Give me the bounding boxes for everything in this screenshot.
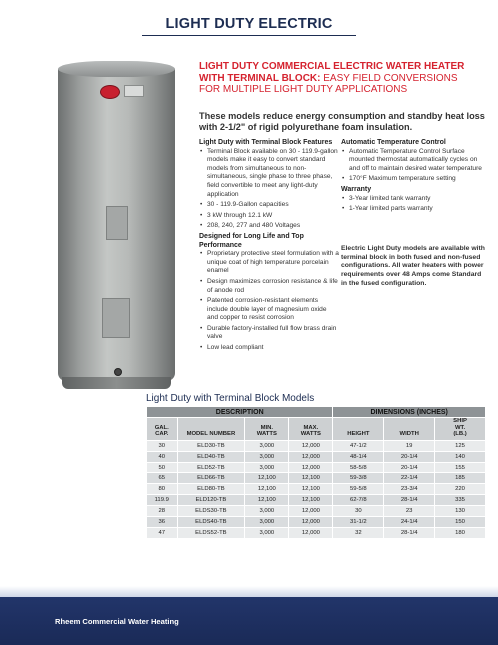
table-cell: 24-1/4 [384,517,435,528]
gal-cap-header [147,418,178,441]
height-header [333,418,384,441]
table-cell: 50 [147,462,178,473]
list-item: • Design maximizes corrosion resistance & life of anode rod [199,278,339,295]
headline-rest-1: EASY FIELD CONVERSIONS [320,72,458,84]
performance-list [199,250,339,353]
table-cell: 62-7/8 [333,495,384,506]
features-heading: Light Duty with Terminal Block Features [199,139,333,146]
table-row [147,495,486,506]
table-cell: 20-1/4 [384,462,435,473]
max-watts-header [289,418,333,441]
list-item: • Durable factory-installed full flow brass drain valve [199,325,339,342]
table-cell: 335 [435,495,486,506]
table-cell: 58-5/8 [333,462,384,473]
controls-column [341,139,489,216]
table-cell: 20-1/4 [384,451,435,462]
table-cell: 3,000 [245,506,289,517]
table-cell: 12,100 [289,484,333,495]
table-cell: ELD120-TB [177,495,245,506]
features-column [199,139,339,355]
page-title: LIGHT DUTY ELECTRIC [165,16,333,32]
header-line: MIN. [260,424,274,431]
table-cell: 3,000 [245,440,289,451]
table-cell: 23-3/4 [384,484,435,495]
list-item: • 3 kW through 12.1 kW [199,212,339,221]
table-cell: ELDS30-TB [177,506,245,517]
table-cell: 30 [333,506,384,517]
table-cell: 47-1/2 [333,440,384,451]
rating-label-icon [124,85,144,97]
list-item: • Automatic Temperature Control Surface mounted thermostat automatically cycles on and off to maintain desired water temperature [341,148,489,174]
table-cell: 32 [333,527,384,538]
table-cell: 30 [147,440,178,451]
table-cell: 12,100 [289,495,333,506]
table-cell: ELDS40-TB [177,517,245,528]
table-cell: 12,100 [245,495,289,506]
table-cell: 12,000 [289,451,333,462]
header-line: SHIP [453,418,467,424]
table-row [147,527,486,538]
table-cell: 12,100 [289,473,333,484]
table-cell: 65 [147,473,178,484]
temperature-list [341,148,489,184]
lower-access-panel [102,298,130,338]
list-item: • 170°F Maximum temperature setting [341,175,489,184]
dimensions-group-header: DIMENSIONS (INCHES) [333,407,486,418]
header-line: CAP. [155,431,169,438]
table-row [147,440,486,451]
headline-rest-2: FOR MULTIPLE LIGHT DUTY APPLICATIONS [199,84,408,95]
title-underline [142,35,356,36]
table-row [147,451,486,462]
upper-access-panel [106,206,128,240]
headline [199,61,484,96]
temperature-heading: Automatic Temperature Control [341,139,446,146]
table-row [147,484,486,495]
table-cell: 12,100 [245,484,289,495]
table-cell: 155 [435,462,486,473]
header-line: GAL. [154,424,169,431]
model-number-header [177,418,245,441]
header-line: WIDTH [399,431,419,438]
water-heater-illustration [58,61,175,389]
headline-bold-1: LIGHT DUTY COMMERCIAL ELECTRIC WATER HEATER [199,61,465,72]
list-item: • 1-Year limited parts warranty [341,205,489,214]
table-cell: 19 [384,440,435,451]
column-header-row [147,418,486,441]
table-cell: ELD66-TB [177,473,245,484]
header-line: MODEL NUMBER [186,431,236,438]
warranty-heading: Warranty [341,185,372,193]
list-item: • Low lead compliant [199,344,339,353]
table-cell: 130 [435,506,486,517]
table-cell: 12,000 [289,440,333,451]
table-cell: 140 [435,451,486,462]
ship-weight-header [435,418,486,441]
footer-brand-text: Rheem Commercial Water Heating [55,617,179,626]
table-cell: ELD80-TB [177,484,245,495]
header-line: HEIGHT [347,431,370,438]
header-line: MAX. [303,424,319,431]
heater-base [62,377,171,389]
table-cell: 185 [435,473,486,484]
table-cell: 48-1/4 [333,451,384,462]
table-cell: 3,000 [245,527,289,538]
table-cell: 80 [147,484,178,495]
list-item: • Terminal Block available on 30 - 119.9-gallon models make it easy to convert standard models from simultaneous to non-simultaneous, single phase to three phase, field convertible to meet any light-duty application [199,148,339,200]
table-cell: 28-1/4 [384,527,435,538]
table-cell: 59-5/8 [333,484,384,495]
table-cell: 59-3/8 [333,473,384,484]
terminal-block-callout: Electric Light Duty models are available with terminal block in both fused and non-fused configurations. All water heaters with power requirements over 48 Amps come Standard in the fused configuration. [341,245,485,287]
table-cell: 12,000 [289,506,333,517]
brand-logo-icon [100,85,120,99]
list-item: • 208, 240, 277 and 480 Voltages [199,222,339,231]
table-cell: 12,000 [289,527,333,538]
table-cell: 12,000 [289,462,333,473]
models-table [146,406,486,539]
heater-tank-top [58,61,175,77]
min-watts-header [245,418,289,441]
table-cell: 12,000 [289,517,333,528]
width-header [384,418,435,441]
table-cell: 119.9 [147,495,178,506]
table-cell: ELDS52-TB [177,527,245,538]
table-cell: ELD30-TB [177,440,245,451]
table-cell: 40 [147,451,178,462]
drain-valve-icon [114,368,122,376]
performance-heading: Designed for Long Life and Top Performance [199,232,304,249]
header-line: WT. [454,424,466,431]
header-line: WATTS [300,431,321,438]
features-list [199,148,339,231]
header-line: (LB.) [453,431,467,438]
table-cell: ELD52-TB [177,462,245,473]
table-cell: 125 [435,440,486,451]
table-row [147,473,486,484]
table-cell: 31-1/2 [333,517,384,528]
table-cell: 150 [435,517,486,528]
table-row [147,462,486,473]
table-cell: ELD40-TB [177,451,245,462]
table-cell: 47 [147,527,178,538]
table-cell: 22-1/4 [384,473,435,484]
list-item: • Proprietary protective steel formulation with a unique coat of high temperature porcelain enamel [199,250,339,276]
table-cell: 180 [435,527,486,538]
table-row [147,517,486,528]
table-cell: 23 [384,506,435,517]
table-cell: 3,000 [245,451,289,462]
table-cell: 28-1/4 [384,495,435,506]
header-line: WATTS [256,431,277,438]
table-cell: 3,000 [245,517,289,528]
list-item: • 3-Year limited tank warranty [341,195,489,204]
description-group-header: DESCRIPTION [147,407,333,418]
list-item: • 30 - 119.9-Gallon capacities [199,201,339,210]
list-item: • Patented corrosion-resistant elements include double layer of magnesium oxide and copper to resist corrosion [199,297,339,323]
intro-paragraph: These models reduce energy consumption and standby heat loss with 2-1/2" of rigid polyurethane foam insulation. [199,111,485,132]
headline-bold-2: WITH TERMINAL BLOCK: [199,72,321,84]
warranty-list [341,195,489,214]
table-cell: 3,000 [245,462,289,473]
table-cell: 36 [147,517,178,528]
table-row [147,506,486,517]
table-cell: 12,100 [245,473,289,484]
models-table-title: Light Duty with Terminal Block Models [146,393,315,404]
table-cell: 220 [435,484,486,495]
models-table-body [147,440,486,538]
table-cell: 28 [147,506,178,517]
